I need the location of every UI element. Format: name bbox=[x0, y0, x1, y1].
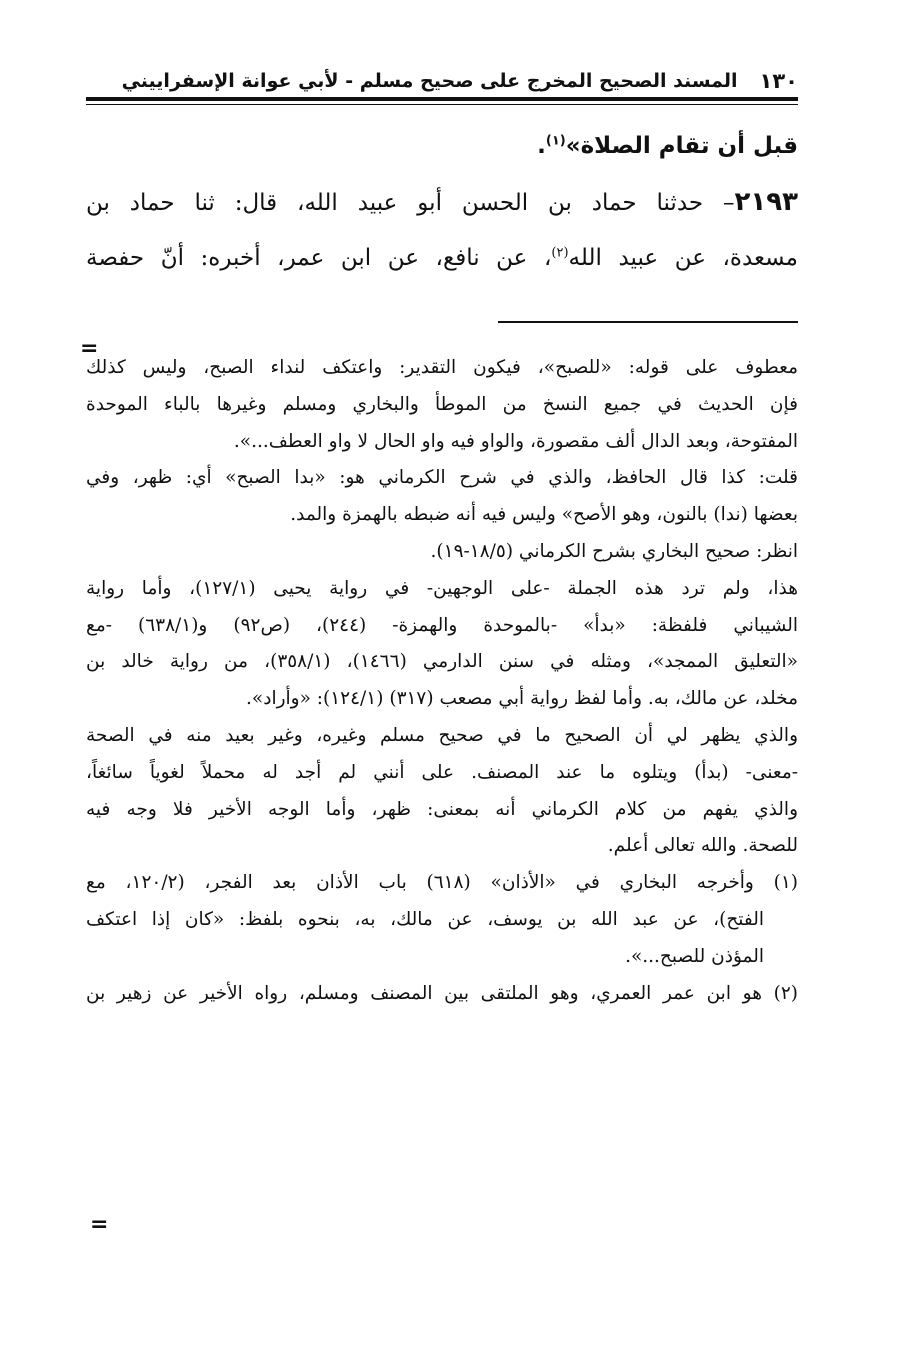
note-line: مخلد، عن مالك، به. وأما لفظ رواية أبي مصعب (٣١٧) (١٢٤/١): «وأراد». bbox=[246, 688, 798, 710]
footnote-2-line: (٢) هو ابن عمر العمري، وهو الملتقى بين المصنف ومسلم، رواه الأخير عن زهير بن bbox=[86, 982, 798, 1004]
note-line: بعضها (ندا) بالنون، وهو الأصح» وليس فيه أنه ضبطه بالهمزة والمد. bbox=[290, 504, 798, 526]
note-line: الشيباني فلفظة: «بدأ» -بالموحدة والهمزة- (٢٤٤)، (ص٩٢) و(٦٣٨/١) -مع bbox=[86, 614, 798, 636]
main-line-1 bbox=[86, 118, 798, 174]
main-text bbox=[86, 118, 798, 286]
header-rule-thin bbox=[86, 104, 798, 105]
note-line: للصحة. والله تعالى أعلم. bbox=[607, 835, 798, 857]
footnotes bbox=[86, 350, 798, 1012]
header-rule-thick bbox=[86, 97, 798, 101]
main-line-3-text-b: ، عن نافع، عن ابن عمر، أخبره: أنّ حفصة bbox=[86, 245, 552, 271]
footnote-1-line: الفتح)، عن عبد الله بن يوسف، عن مالك، به، بنحوه بلفظ: «كان إذا اعتكف bbox=[86, 908, 764, 930]
running-header bbox=[86, 66, 798, 96]
note-line: هذا، ولم ترد هذه الجملة -على الوجهين- في رواية يحيى (١٢٧/١)، وأما رواية bbox=[86, 577, 798, 599]
note-line: -معنى- (بدأ) ويتلوه ما عند المصنف. على أنني لم أجد له محملاً لغوياً سائغاً، bbox=[86, 761, 798, 783]
main-line-3 bbox=[86, 230, 798, 286]
hadith-number: ٢١٩٣ bbox=[734, 187, 798, 217]
continuation-mark-top: = bbox=[80, 336, 99, 361]
footnote-1-line: المؤذن للصبح...». bbox=[625, 945, 764, 967]
footnote-ref-2[interactable]: (٢) bbox=[551, 245, 569, 261]
main-line-2-text: – حدثنا حماد بن الحسن أبو عبيد الله، قال: ثنا حماد بن bbox=[86, 190, 735, 216]
note-line: «التعليق الممجد»، ومثله في سنن الدارمي (١٤٦٦)، (٣٥٨/١)، من رواية خالد بن bbox=[86, 651, 798, 673]
main-line-1-end: . bbox=[537, 133, 546, 159]
note-line: المفتوحة، وبعد الدال ألف مقصورة، والواو فيه واو الحال لا واو العطف...». bbox=[233, 430, 798, 452]
footnote-1-line: (١) وأخرجه البخاري في «الأذان» (٦١٨) باب الأذان بعد الفجر، (١٢٠/٢، مع bbox=[86, 872, 798, 894]
footnote-ref-1[interactable]: (١) bbox=[545, 133, 566, 149]
note-line: فإن الحديث في جميع النسخ من الموطأ والبخاري ومسلم وغيرها بالباء الموحدة bbox=[86, 393, 798, 415]
note-line: والذي يفهم من كلام الكرماني أنه بمعنى: ظهر، وأما الوجه الأخير فلا وجه فيه bbox=[86, 798, 798, 820]
footnote-separator bbox=[498, 321, 798, 323]
book-title: المسند الصحيح المخرج على صحيح مسلم - لأبي عوانة الإسفراييني bbox=[121, 70, 738, 92]
continuation-mark-bottom: = bbox=[90, 1212, 109, 1237]
note-line: والذي يظهر لي أن الصحيح ما في صحيح مسلم وغيره، وغير بعيد منه في الصحة bbox=[86, 724, 798, 746]
main-line-2 bbox=[86, 174, 798, 230]
page-number: ١٣٠ bbox=[759, 69, 798, 93]
main-line-3-text-a: مسعدة، عن عبيد الله bbox=[568, 245, 798, 271]
note-line: قلت: كذا قال الحافظ، والذي في شرح الكرماني هو: «بدا الصبح» أي: ظهر، وفي bbox=[86, 467, 798, 489]
note-line: معطوف على قوله: «للصبح»، فيكون التقدير: واعتكف لنداء الصبح، وليس كذلك bbox=[86, 357, 798, 378]
main-line-1-text: قبل أن تقام الصلاة» bbox=[565, 133, 798, 159]
note-line: انظر: صحيح البخاري بشرح الكرماني (١٨/٥-١٩). bbox=[430, 540, 798, 562]
